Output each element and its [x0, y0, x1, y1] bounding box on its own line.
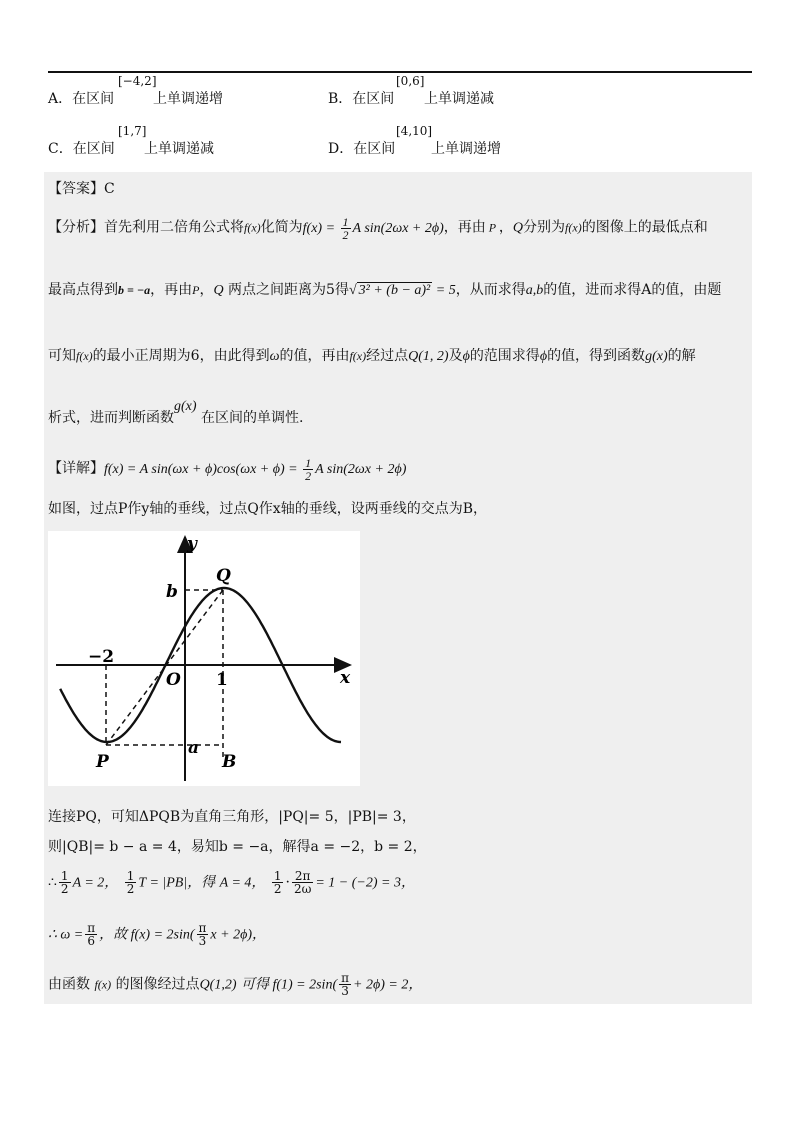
detail-text: x + 2ϕ)， — [210, 927, 266, 943]
detail-line-1: 【详解】f(x) = A sin(ωx + ϕ)cos(ωx + ϕ) = $\frac{1}{2}$ A sin(2ωx + 2ϕ) — [48, 456, 407, 483]
x-axis-label: x — [340, 668, 351, 688]
b-label: b — [166, 582, 178, 602]
detail-figure-intro: 如图，过点P作y轴的垂线，过点Q作x轴的垂线，设两垂线的交点为B， — [48, 501, 487, 517]
analysis-text: 的最小正周期为 — [92, 348, 191, 364]
detail-text: 由函数 — [48, 976, 90, 993]
sine-graph — [48, 531, 360, 786]
analysis-text: 可知 — [48, 348, 76, 364]
detail-line-3: 则|QB|= b − a = 4，易知b = −a，解得a = −2，b = 2， — [48, 839, 427, 855]
one-label: 1 — [216, 670, 228, 690]
analysis-line-4: 析式，进而判断函数g(x) 在区间的单调性. — [48, 399, 304, 426]
analysis-line-1: 【分析】首先利用二倍角公式将f(x)化简为f(x) = $\frac{1}{2}$ A sin(2ωx + 2ϕ)，再由 P ，Q分别为f(x)的图像上的最低点和 — [48, 215, 708, 242]
analysis-text: 分别为 — [523, 219, 566, 236]
detail-text: A = 4， — [219, 875, 266, 891]
analysis-line-2: 最高点得到b = −a，再由P，Q 两点之间距离为5得√ 3² + (b − a)² = 5，从而求得a,b的值，进而求得A的值，由题 — [48, 282, 722, 298]
origin-label: O — [166, 670, 181, 690]
y-axis-label: y — [187, 534, 197, 554]
option-b-prefix: B．在区间 — [328, 91, 395, 107]
analysis-text: 的值，进而求得A的值，由题 — [543, 282, 722, 298]
analysis-text: 最高点得到 — [48, 282, 118, 298]
detail-line-4: ∴ $\frac{1}{2}$ A = 2， $\frac{1}{2}$ T = |PB|，得 A = 4， $\frac{1}{2}$ · $\frac{2\pi}{2\omega}$ = 1 − (−2) = 3， — [48, 869, 415, 896]
analysis-text: 在区间的单调性. — [201, 410, 304, 426]
analysis-text: 的值，再由 — [279, 348, 350, 364]
math-fx: f(x) — [244, 220, 261, 235]
detail-line-5: ∴ ω = $\frac{\pi}{6}$ ，故 f(x) = 2sin( $\frac{\pi}{3}$ x + 2ϕ)， — [48, 921, 266, 948]
analysis-text: 析式，进而判断函数 — [48, 410, 174, 426]
option-c-prefix: C．在区间 — [48, 141, 115, 157]
analysis-text: 的解 — [667, 348, 696, 364]
option-a — [48, 88, 114, 108]
analysis-text: 【分析】首先利用二倍角公式将 — [48, 219, 244, 236]
analysis-text: ，由此得到 — [199, 348, 270, 364]
detail-text: 可得 f(1) = 2sin( — [240, 977, 338, 993]
option-d-suffix: 上单调递增 — [431, 141, 501, 157]
detail-head: 【详解】 — [48, 460, 104, 477]
option-a-suffix: 上单调递增 — [153, 91, 223, 107]
top-rule — [48, 71, 752, 73]
detail-line-6: 由函数 f(x) 的图像经过点Q(1,2) 可得 f(1) = 2sin( $\frac{\pi}{3}$ + 2ϕ) = 2， — [48, 971, 423, 998]
sine-graph-figure — [48, 531, 360, 786]
analysis-text: 化简为 — [260, 219, 303, 236]
point-q-label: Q — [216, 566, 231, 586]
analysis-text: ，再由 — [150, 282, 193, 298]
detail-text: Q(1,2) — [199, 977, 237, 993]
detail-line-2: 连接PQ，可知ΔPQB为直角三角形，|PQ|= 5，|PB|= 3， — [48, 809, 416, 825]
option-a-interval: [−4,2] — [118, 74, 157, 88]
point-b-label: B — [222, 752, 237, 772]
option-b-interval: [0,6] — [396, 74, 425, 88]
analysis-text: 及 — [448, 348, 463, 364]
detail-text: 的图像经过点 — [115, 976, 200, 993]
analysis-text: 两点之间距离为5得 — [228, 282, 349, 298]
detail-text: ，故 f(x) = 2sin( — [99, 927, 195, 943]
detail-text: T = |PB|，得 — [138, 875, 216, 891]
answer-text: 【答案】C — [48, 181, 115, 197]
point-p-label: P — [96, 752, 109, 772]
detail-text: = 1 − (−2) = 3， — [315, 875, 415, 891]
analysis-line-3: 可知f(x)的最小正周期为6，由此得到ω的值，再由f(x)经过点Q(1, 2)及ϕ的范围求得ϕ的值，得到函数g(x)的解 — [48, 348, 696, 364]
option-a-prefix: A．在区间 — [48, 91, 115, 107]
analysis-text: 的范围求得 — [469, 348, 540, 364]
option-c-interval: [1,7] — [118, 124, 147, 138]
detail-text: ∴ ω = — [48, 927, 84, 943]
analysis-text: ，从而求得 — [455, 282, 526, 298]
option-b-suffix: 上单调递减 — [424, 91, 494, 107]
option-c-suffix: 上单调递减 — [144, 141, 214, 157]
detail-text: f(x) — [94, 977, 112, 992]
a-label: a — [188, 738, 200, 758]
neg2-label: −2 — [88, 647, 115, 667]
analysis-text: 的图像上的最低点和 — [581, 219, 708, 236]
option-d-interval: [4,10] — [396, 124, 433, 138]
detail-text: A = 2， — [72, 875, 119, 891]
analysis-text: ，再由 — [443, 219, 486, 236]
detail-text: ∴ — [48, 874, 57, 891]
option-d-prefix: D．在区间 — [328, 141, 396, 157]
math-formula: f(x) = $\frac{1}{2}$ A sin(2ωx + 2ϕ) — [302, 215, 444, 242]
analysis-text: 经过点 — [366, 348, 409, 364]
analysis-text: 的值，得到函数 — [547, 348, 646, 364]
detail-text: + 2ϕ) = 2， — [353, 977, 423, 993]
